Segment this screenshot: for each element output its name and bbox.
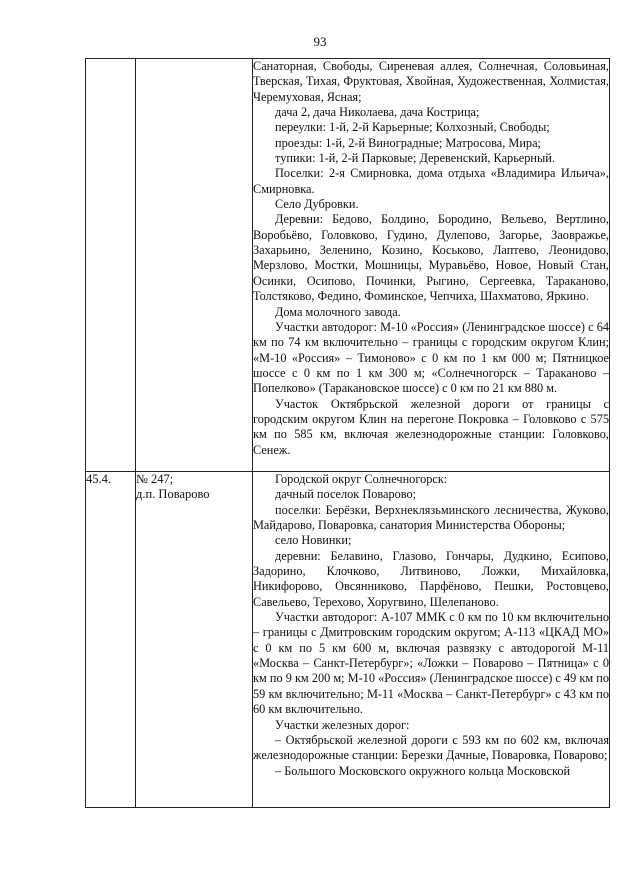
description-paragraph: поселки: Берёзки, Верхнеклязьминского лесничества, Жуково, Майдарово, Поваровка, санатория Министерства Обороны; [253, 502, 609, 533]
description-paragraph: Участки автодорог: М-10 «Россия» (Ленинградское шоссе) с 64 км по 74 км включительно – границы с городским округом Клин; «М-10 «Россия» – Тимоново» с 0 км по 1 км 000 м; Пятницкое шоссе с 0 км по 1 км 300 м; «Солнечногорск – Тараканово – Попелково» (Таракановское шоссе) с 0 км по 21 км 880 м. [253, 319, 609, 396]
district-line: № 247; [136, 472, 174, 486]
district-cell [136, 472, 253, 808]
district-table [85, 58, 610, 808]
description-paragraph: Деревни: Бедово, Болдино, Бородино, Вельево, Вертлино, Воробьёво, Головково, Гудино, Дулепово, Загорье, Заовражье, Захарьино, Зеленино, Козино, Коськово, Лаптево, Леонидово, Мерзлово, Мостки, Мошницы, Муравьёво, Новое, Новый Стан, Осинки, Осипово, Починки, Рыгино, Сергеевка, Тараканово, Толстяково, Федино, Фоминское, Чепчиха, Шахматово, Яркино. [253, 212, 609, 304]
table-row [86, 59, 610, 472]
description-paragraph: – Октябрьской железной дороги с 593 км по 602 км, включая железнодорожные станции: Березки Дачные, Поваровка, Поварово; [253, 732, 609, 763]
row-number-cell [86, 59, 136, 472]
description-paragraph: тупики: 1-й, 2-й Парковые; Деревенский, Карьерный. [275, 151, 555, 166]
district-cell [136, 59, 253, 472]
description-paragraph: деревни: Белавино, Глазово, Гончары, Дудкино, Есипово, Задорино, Клочково, Литвиново, Ложки, Михайловка, Никифорово, Овсянниково, Парфёново, Пешки, Ростовцево, Савельево, Терехово, Хоругвино, Шелепаново. [253, 548, 609, 609]
territory-description-cell [253, 59, 610, 472]
page-number: 93 [313, 34, 327, 49]
table-body [86, 59, 610, 808]
description-paragraph: дачный поселок Поварово; [275, 487, 417, 502]
territory-description-cell [253, 472, 610, 808]
district-line: д.п. Поварово [136, 487, 210, 501]
description-paragraph: переулки: 1-й, 2-й Карьерные; Колхозный, Свободы; [275, 120, 550, 135]
table-row [86, 472, 610, 808]
description-paragraph: дача 2, дача Николаева, дача Кострица; [275, 105, 480, 120]
description-paragraph: село Новинки; [275, 533, 352, 548]
description-paragraph: Санаторная, Свободы, Сиреневая аллея, Солнечная, Соловьиная, Тверская, Тихая, Фруктовая, Хвойная, Художественная, Холмистая, Черемуховая, Ясная; [253, 59, 609, 104]
description-paragraph: проезды: 1-й, 2-й Виноградные; Матросова, Мира; [275, 135, 541, 150]
row-number-cell: 45.4. [86, 472, 136, 808]
description-paragraph: Участок Октябрьской железной дороги от границы с городским округом Клин на перегоне Покровка – Головково с 575 км по 585 км, включая железнодорожные станции: Головково, Сенеж. [253, 396, 609, 457]
description-paragraph: Участки автодорог: А-107 ММК с 0 км по 10 км включительно – границы с Дмитровским городским округом; А-113 «ЦКАД МО» с 0 км по 5 км 600 м, включая развязку с автодорогой М-11 «Москва – Санкт-Петербург»; «Ложки – Поварово – Пятница» с 0 км по 9 км 200 м; М-10 «Россия» (Ленинградское шоссе) с 49 км по 59 км включительно; М-11 «Москва – Санкт-Петербург» с 43 км по 60 км включительно. [253, 610, 609, 717]
description-paragraph: Дома молочного завода. [275, 304, 401, 319]
description-paragraph: – Большого Московского окружного кольца Московской [275, 763, 571, 778]
description-paragraph: Село Дубровки. [275, 197, 359, 212]
description-paragraph: Участки железных дорог: [275, 717, 410, 732]
description-paragraph: Городской округ Солнечногорск: [275, 472, 448, 486]
description-paragraph: Поселки: 2-я Смирновка, дома отдыха «Владимира Ильича», Смирновка. [253, 166, 609, 196]
